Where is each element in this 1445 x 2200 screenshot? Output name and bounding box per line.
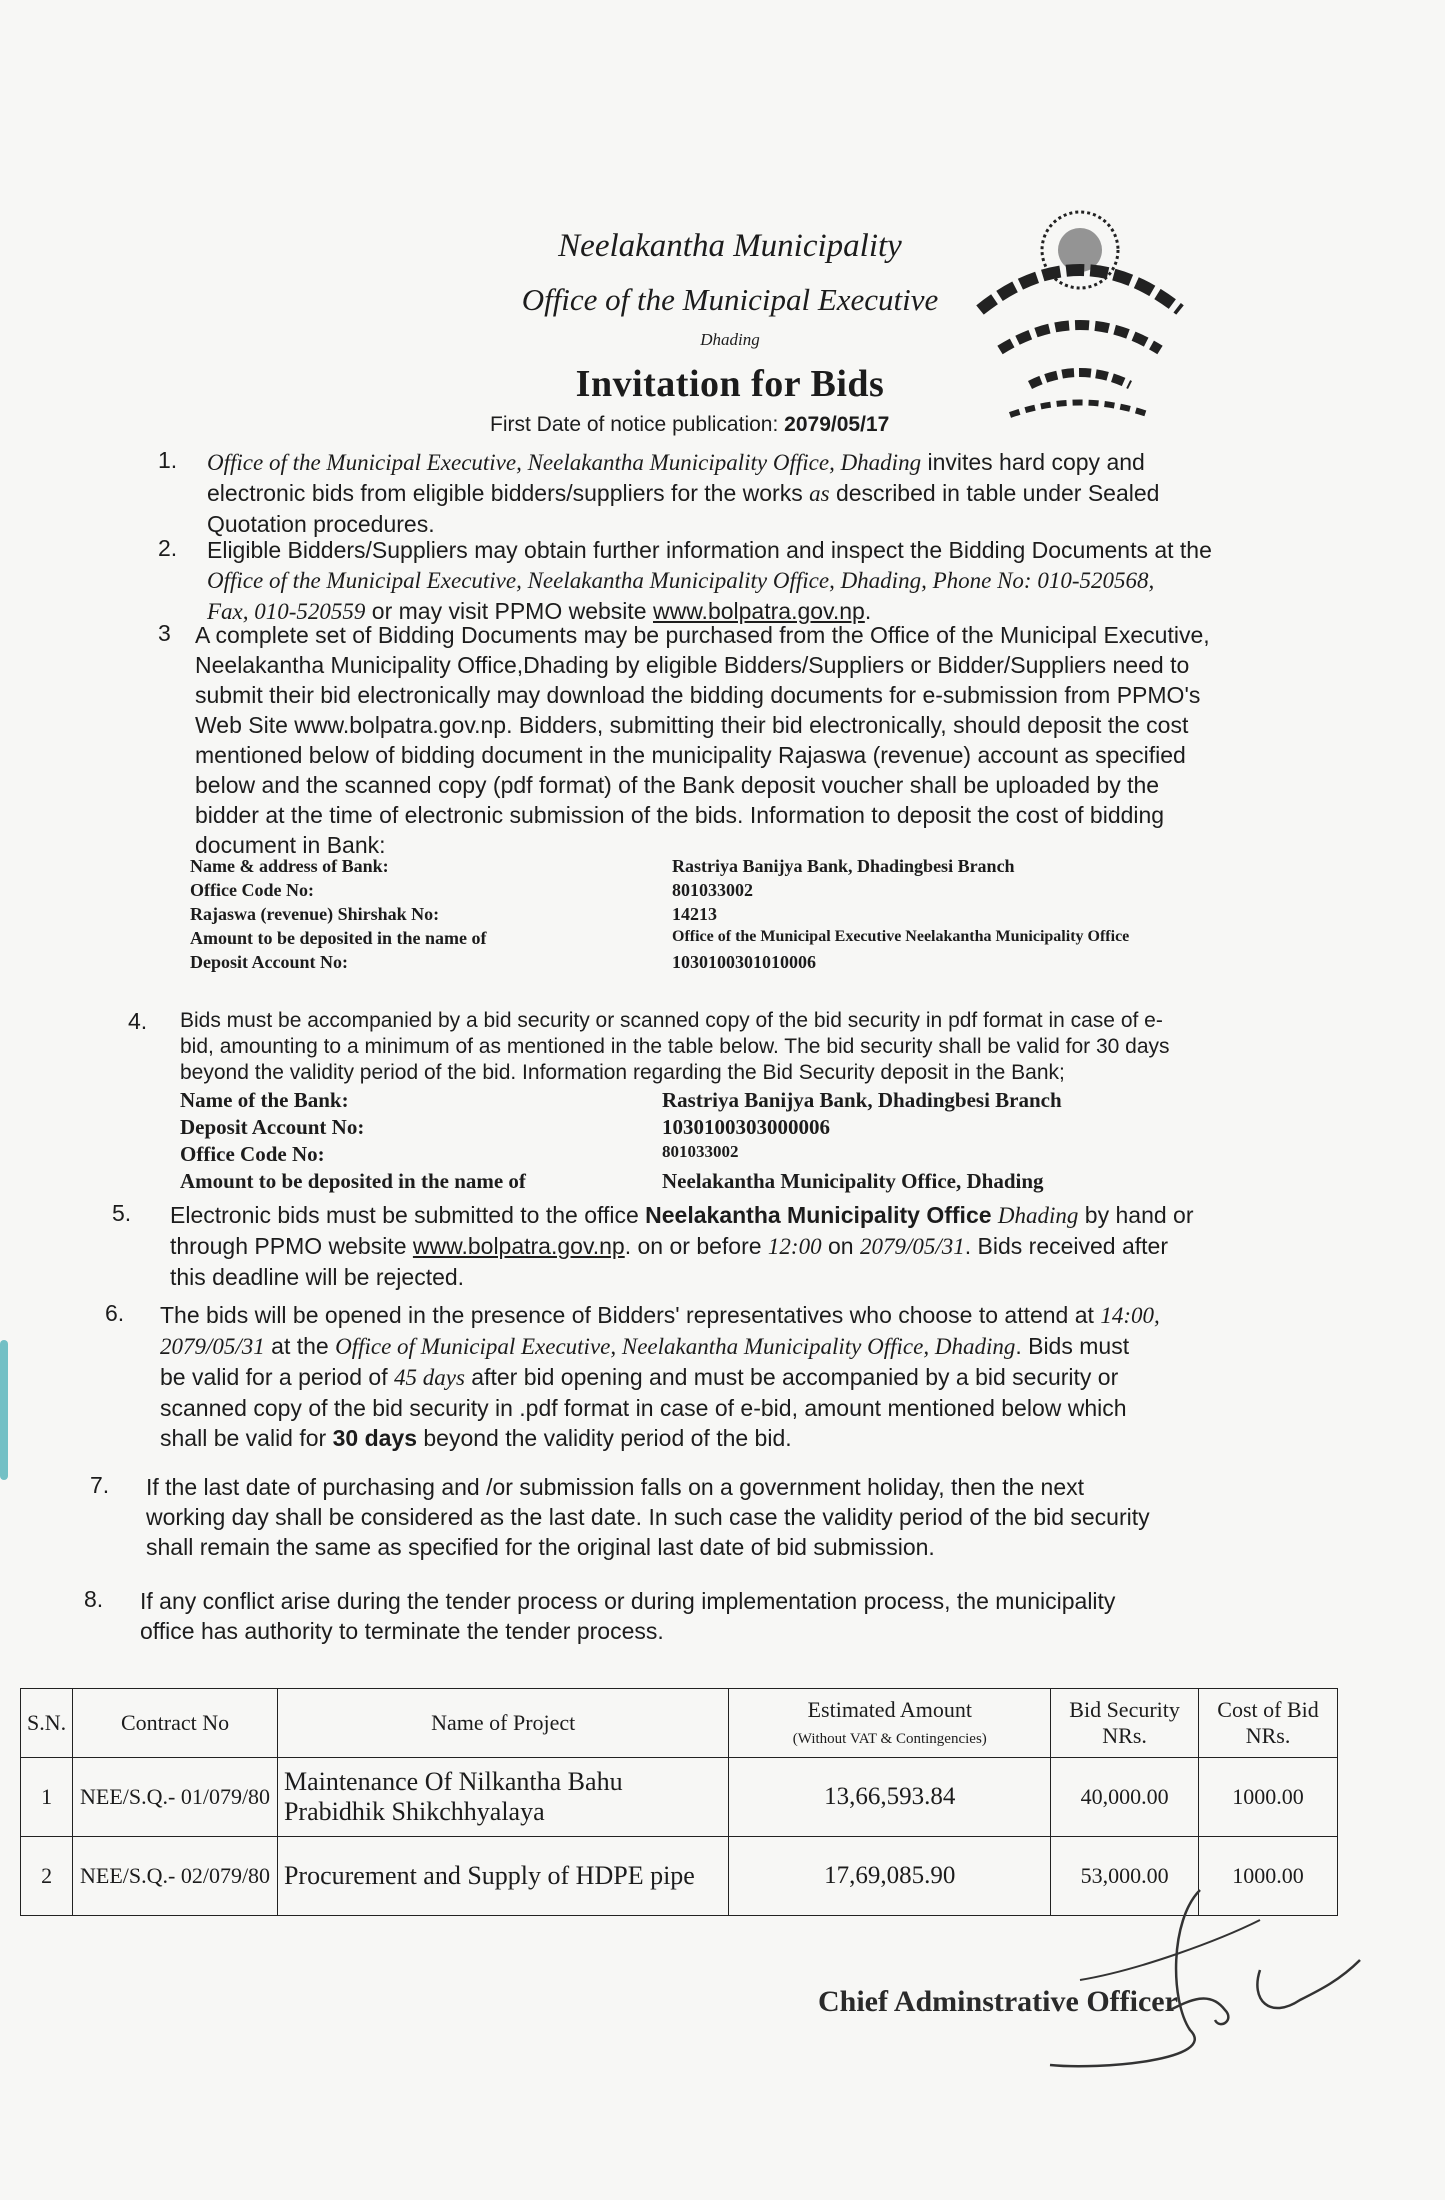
para-1-line2-rest: described in table under Sealed [829,480,1160,506]
bank-key: Rajaswa (revenue) Shirshak No: [190,904,440,924]
publication-date-label: First Date of notice publication: [490,413,785,436]
municipality-name: Neelakantha Municipality [558,228,902,264]
para-3-line: Neelakantha Municipality Office,Dhading by eligible Bidders/Suppliers or Bidder/Suppliers need to [195,652,1190,678]
cell-project: Maintenance Of Nilkantha Bahu Prabidhik Shikchhyalaya [277,1758,729,1837]
bank-value: Rastriya Banijya Bank, Dhadingbesi Branch [662,1088,1062,1112]
para-1-line2: electronic bids from eligible bidders/suppliers for the works [207,480,810,506]
bolpatra-link[interactable]: www.bolpatra.gov.np [653,598,865,624]
cell-cost: 1000.00 [1199,1837,1338,1916]
para-7-number: 7. [90,1472,110,1498]
col-header-contract: Contract No [73,1689,278,1758]
para-5 [170,1200,1340,1292]
para-3-number: 3 [158,620,171,646]
para-5-text: . Bids received after [964,1233,1169,1259]
col-header-security: Bid Security NRs. [1051,1689,1199,1758]
para-1-office: Office of the Municipal Executive, Neelakantha Municipality Office, Dhading [207,450,922,475]
para-5-text: through PPMO website [170,1233,413,1259]
para-3-line: bidder at the time of electronic submission of the bids. Information to deposit the cost of bidding [195,802,1165,828]
para-1 [207,447,1337,539]
para-7 [146,1472,1336,1562]
bank-value: 1030100303000006 [662,1115,830,1139]
page-title: Invitation for Bids [575,363,885,405]
bank-value: 801033002 [662,1142,739,1161]
bank-key: Office Code No: [190,880,314,900]
para-2-line3-end: . [864,598,872,624]
para-6-text: shall be valid for [160,1425,333,1451]
cell-sn: 1 [21,1758,73,1837]
para-2-number: 2. [158,535,178,561]
para-7-line: shall remain the same as specified for the original last date of bid submission. [146,1534,935,1560]
publication-date [490,413,889,437]
bank-key: Amount to be deposited in the name of [190,928,487,948]
para-5-district: Dhading [997,1203,1079,1228]
bank-key: Amount to be deposited in the name of [180,1169,526,1193]
para-6-office: Office of Municipal Executive, Neelakantha Municipality Office, Dhading [335,1334,1016,1359]
para-5-text: on [821,1233,860,1259]
bank-value: Office of the Municipal Executive Neelakantha Municipality Office [672,928,1130,945]
cell-project: Procurement and Supply of HDPE pipe [277,1837,729,1916]
bank-key: Name of the Bank: [180,1088,349,1112]
cell-security: 53,000.00 [1051,1837,1199,1916]
cell-cost: 1000.00 [1199,1758,1338,1837]
district-name: Dhading [700,330,760,349]
para-7-line: working day shall be considered as the last date. In such case the validity period of the bid security [146,1504,1150,1530]
table-header-row [21,1689,1338,1758]
bolpatra-link[interactable]: www.bolpatra.gov.np [412,1233,625,1259]
para-4-line: Bids must be accompanied by a bid security or scanned copy of the bid security in pdf format in case of e- [180,1009,1163,1032]
para-5-text: by hand or [1078,1202,1194,1228]
para-8-line: office has authority to terminate the tender process. [140,1618,664,1644]
bank-key: Name & address of Bank: [190,856,389,876]
bank-value: Rastriya Banijya Bank, Dhadingbesi Branch [672,856,1015,876]
para-6-text: scanned copy of the bid security in .pdf format in case of e-bid, amount mentioned below which [160,1395,1127,1421]
para-8 [140,1586,1330,1646]
para-6-text: beyond the validity period of the bid. [417,1425,792,1451]
opening-time: 14:00, [1100,1303,1160,1328]
para-6-text: be valid for a period of [160,1364,394,1390]
para-3-line: submit their bid electronically may download the bidding documents for e-submission from PPMO's [195,682,1201,708]
bank-value: 801033002 [672,880,753,900]
para-1-line1-rest: invites hard copy and [921,449,1145,475]
deadline-time: 12:00 [767,1234,822,1259]
para-3-line: document in Bank: [195,832,386,858]
para-4-number: 4. [128,1008,148,1034]
municipality-seal-icon [960,190,1200,430]
para-3-line: mentioned below of bidding document in the municipality Rajaswa (revenue) account as specified [195,742,1186,768]
para-4 [180,1008,1340,1086]
signer-title: Chief Adminstrative Officer [818,1985,1178,2018]
para-7-line: If the last date of purchasing and /or submission falls on a government holiday, then the next [146,1474,1085,1500]
para-6-text: . Bids must [1015,1333,1130,1359]
cell-sn: 2 [21,1837,73,1916]
office-name: Office of the Municipal Executive [521,282,939,317]
col-header-project: Name of Project [277,1689,729,1758]
bank-key: Deposit Account No: [180,1115,365,1139]
estimate-header-label: Estimated Amount [807,1697,972,1722]
deadline-date: 2079/05/31 [859,1234,965,1259]
bank-value: 1030100301010006 [672,952,816,972]
para-2-line1: Eligible Bidders/Suppliers may obtain further information and inspect the Bidding Documents at the [207,537,1212,563]
para-5-text: . on or before [624,1233,768,1259]
para-6-text: The bids will be opened in the presence of Bidders' representatives who choose to attend at [160,1302,1101,1328]
para-5-text: this deadline will be rejected. [170,1264,465,1290]
cell-security: 40,000.00 [1051,1758,1199,1837]
signature-icon [1020,1880,1370,2080]
col-header-estimate [729,1689,1051,1758]
para-2-fax: Fax, 010-520559 [207,599,366,624]
security-validity-days: 30 days [332,1425,417,1451]
para-2 [207,535,1337,627]
para-2-office: Office of the Municipal Executive, Neelakantha Municipality Office, Dhading, Phone No: 010-520568, [207,568,1155,593]
estimate-header-note: (Without VAT & Contingencies) [792,1731,987,1747]
scan-edge-mark [0,1340,8,1480]
opening-date: 2079/05/31 [160,1334,265,1359]
bank-value: 14213 [672,904,717,924]
para-5-office: Neelakantha Municipality Office [645,1202,998,1228]
cell-contract: NEE/S.Q.- 02/079/80 [73,1837,278,1916]
cell-contract: NEE/S.Q.- 01/079/80 [73,1758,278,1837]
col-header-sn: S.N. [21,1689,73,1758]
para-3 [195,620,1340,860]
cell-estimate: 17,69,085.90 [729,1837,1051,1916]
para-4-line: bid, amounting to a minimum of as mentioned in the table below. The bid security shall be valid for 30 days [180,1035,1170,1058]
bank-value: Neelakantha Municipality Office, Dhading [662,1169,1044,1193]
para-6-number: 6. [105,1300,125,1326]
para-2-line3-rest: or may visit PPMO website [365,598,653,624]
para-6-text: at the [264,1333,336,1359]
bank-key: Office Code No: [180,1142,325,1166]
para-8-number: 8. [84,1586,104,1612]
validity-days: 45 days [393,1365,465,1390]
para-3-line: A complete set of Bidding Documents may be purchased from the Office of the Municipal Executive, [195,622,1210,648]
col-header-cost: Cost of Bid NRs. [1199,1689,1338,1758]
table-row [21,1758,1338,1837]
para-1-as: as [809,481,830,506]
para-4-line: beyond the validity period of the bid. Information regarding the Bid Security deposit in the Bank; [180,1061,1065,1084]
para-3-line: below and the scanned copy (pdf format) of the Bank deposit voucher shall be uploaded by the [195,772,1160,798]
para-3-line: Web Site www.bolpatra.gov.np. Bidders, submitting their bid electronically, should deposit the cost [195,712,1189,738]
para-6 [160,1300,1340,1453]
para-8-line: If any conflict arise during the tender process or during implementation process, the municipality [140,1588,1116,1614]
publication-date-value: 2079/05/17 [784,413,890,436]
para-1-line3: Quotation procedures. [207,511,435,537]
para-5-number: 5. [112,1200,132,1226]
para-6-text: after bid opening and must be accompanied by a bid security or [464,1364,1119,1390]
cell-estimate: 13,66,593.84 [729,1758,1051,1837]
bank-key: Deposit Account No: [190,952,348,972]
para-5-text: Electronic bids must be submitted to the office [170,1202,646,1228]
para-1-number: 1. [158,447,178,473]
